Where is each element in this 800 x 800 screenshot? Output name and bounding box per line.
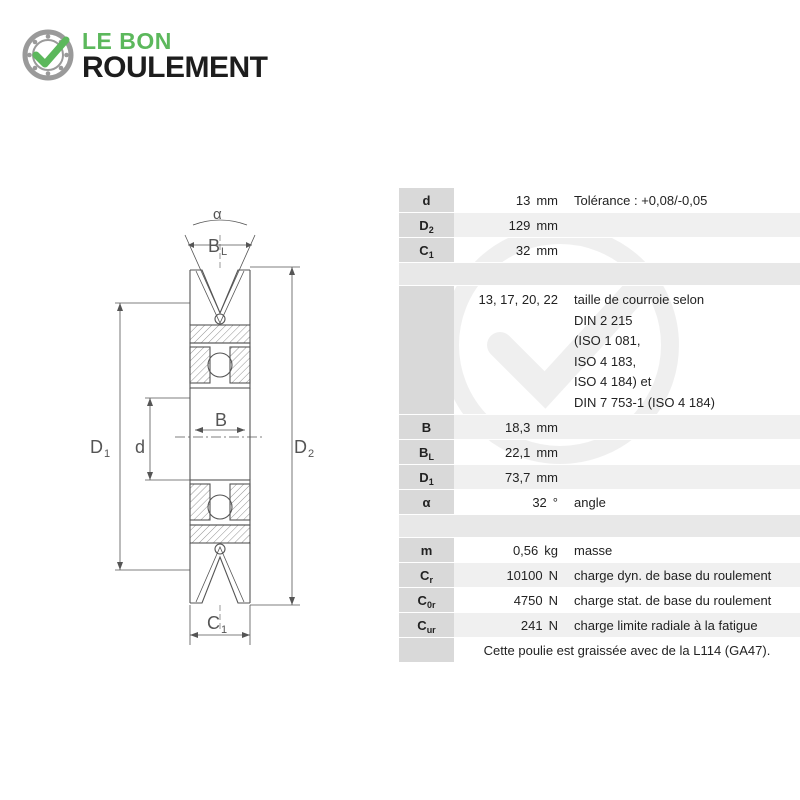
spec-value: 13 mm (454, 188, 564, 213)
spec-row-b (399, 415, 800, 440)
spec-desc: taille de courroie selon DIN 2 215 (ISO 1 081, ISO 4 183, ISO 4 184) et DIN 7 753-1 (ISO 4 184) (564, 286, 800, 415)
spec-row-belt (399, 286, 800, 415)
label-bl: B (208, 236, 221, 256)
spec-row-alpha (399, 490, 800, 515)
spec-value: 32 mm (454, 238, 564, 263)
spec-desc: charge dyn. de base du roulement (564, 563, 800, 588)
spec-key: m (399, 538, 454, 563)
brand-logo[interactable] (22, 28, 302, 84)
svg-text:L: L (221, 246, 228, 258)
spec-key: $C_1$ (399, 238, 454, 263)
spec-row-note (399, 638, 800, 663)
spec-value: 129 mm (454, 213, 564, 238)
label-d2: D (294, 437, 307, 457)
spec-value: 18,3 mm (454, 415, 564, 440)
spec-desc: angle (564, 490, 800, 515)
spec-value: 22,1 mm (454, 440, 564, 465)
svg-text:1: 1 (221, 624, 228, 636)
spec-value: 73,7 mm (454, 465, 564, 490)
spec-row-c1 (399, 238, 800, 263)
spec-row-cur (399, 613, 800, 638)
spec-desc: masse (564, 538, 800, 563)
spec-value: 10100 N (454, 563, 564, 588)
spec-row-d1 (399, 465, 800, 490)
label-d1: D (90, 437, 103, 457)
spec-key: $D_2$ (399, 213, 454, 238)
label-d: d (135, 437, 146, 457)
spec-value: 0,56 kg (454, 538, 564, 563)
label-b: B (215, 410, 228, 430)
spec-row-cr (399, 563, 800, 588)
svg-text:1: 1 (104, 448, 111, 460)
spec-desc (564, 238, 800, 263)
specifications-table (399, 188, 800, 663)
spec-row-m (399, 538, 800, 563)
brand-line-2: ROULEMENT (82, 51, 268, 84)
spec-row-c0r (399, 588, 800, 613)
spec-desc (564, 415, 800, 440)
spec-key: d (399, 188, 454, 213)
pulley-cross-section-drawing (80, 195, 340, 655)
spec-row-bl (399, 440, 800, 465)
grease-note: Cette poulie est graissée avec de la L114 (GA47). (454, 638, 800, 663)
label-alpha: α (213, 206, 222, 223)
spec-key: $D_1$ (399, 465, 454, 490)
spec-desc: Tolérance : +0,08/-0,05 (564, 188, 800, 213)
spec-key: $B_L$ (399, 440, 454, 465)
bearing-check-icon (22, 28, 76, 82)
spec-gap (399, 515, 800, 538)
spec-value: 4750 N (454, 588, 564, 613)
spec-desc (564, 465, 800, 490)
label-c1: C (207, 613, 220, 633)
spec-value: 32 ° (454, 490, 564, 515)
spec-key: $C_{ur}$ (399, 613, 454, 638)
spec-key: $C_r$ (399, 563, 454, 588)
spec-row-d2 (399, 213, 800, 238)
spec-desc (564, 440, 800, 465)
spec-key: α (399, 490, 454, 515)
spec-key: $C_{0r}$ (399, 588, 454, 613)
spec-row-d (399, 188, 800, 213)
spec-gap (399, 263, 800, 286)
spec-desc: charge limite radiale à la fatigue (564, 613, 800, 638)
spec-desc: charge stat. de base du roulement (564, 588, 800, 613)
spec-value: 13, 17, 20, 22 (454, 286, 564, 415)
brand-line-1: LE BON (82, 28, 172, 54)
spec-value: 241 N (454, 613, 564, 638)
spec-key: B (399, 415, 454, 440)
spec-desc (564, 213, 800, 238)
svg-text:2: 2 (308, 448, 315, 460)
